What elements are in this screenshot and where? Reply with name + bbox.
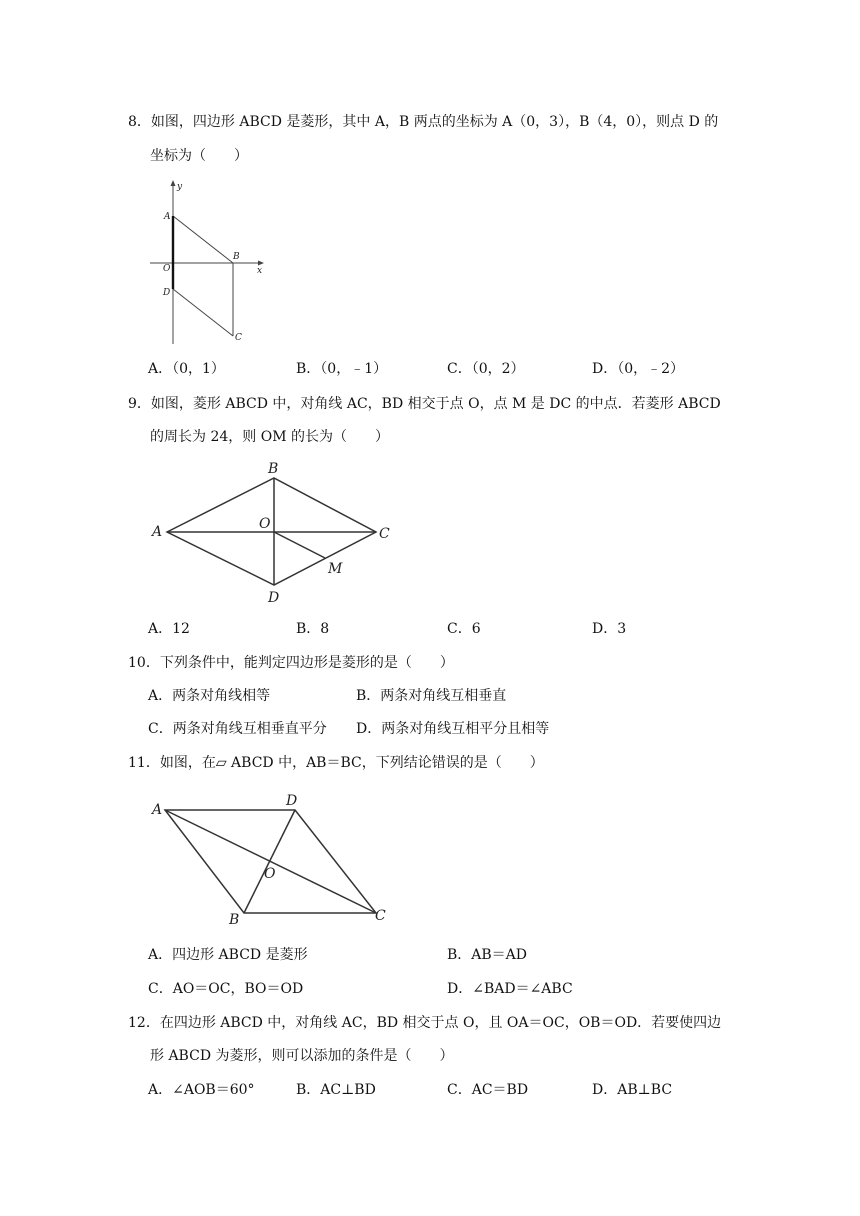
q8-option-d[interactable]: D．（0，﹣2）	[592, 361, 685, 377]
q9-label-m: M	[328, 561, 343, 577]
q8-option-c[interactable]: C．（0，2）	[447, 361, 525, 377]
q11-label-c: C	[375, 908, 386, 924]
y-axis-arrow	[171, 180, 176, 186]
q12-stem-line1: 12．在四边形 ABCD 中，对角线 AC，BD 相交于点 O，且 OA＝OC，OB＝OD．若要使四边	[128, 1015, 722, 1031]
q10-option-c[interactable]: C．两条对角线互相垂直平分	[148, 721, 327, 737]
q12-option-b[interactable]: B．AC⊥BD	[296, 1082, 376, 1098]
q11-label-d: D	[286, 793, 298, 809]
q12-option-d[interactable]: D．AB⊥BC	[592, 1082, 673, 1098]
q9-label-d: D	[268, 590, 280, 606]
side-cd	[173, 289, 233, 336]
q10-option-a[interactable]: A．两条对角线相等	[148, 688, 271, 704]
q9-label-c: C	[379, 526, 390, 542]
q8-option-a[interactable]: A．（0，1）	[148, 361, 225, 377]
q11-label-b: B	[229, 912, 240, 928]
x-axis-arrow	[258, 261, 264, 266]
q9-label-o: O	[259, 516, 271, 532]
q9-option-b[interactable]: B．8	[296, 621, 330, 637]
q12-option-a[interactable]: A．∠AOB＝60°	[148, 1082, 255, 1098]
q12-option-c[interactable]: C．AC＝BD	[447, 1082, 529, 1098]
q8-label-a: A	[164, 212, 171, 222]
q9-option-c[interactable]: C．6	[447, 621, 481, 637]
q11-figure	[150, 790, 395, 930]
q8-label-b: B	[233, 252, 240, 262]
q9-label-b: B	[268, 461, 279, 477]
q8-label-y: y	[177, 182, 183, 192]
q12-stem-line2: 形 ABCD 为菱形，则可以添加的条件是（ ）	[150, 1048, 454, 1064]
q9-option-d[interactable]: D．3	[592, 621, 627, 637]
q11-label-a: A	[152, 802, 163, 818]
diagonal-bd	[244, 810, 295, 913]
q11-label-o: O	[264, 866, 276, 882]
q11-option-c[interactable]: C．AO＝OC，BO＝OD	[148, 981, 304, 997]
q8-label-d: D	[163, 288, 171, 298]
q11-option-b[interactable]: B．AB＝AD	[447, 947, 528, 963]
diagonal-ac	[165, 810, 376, 913]
q8-label-o: O	[163, 264, 171, 274]
q8-stem-line2: 坐标为（ ）	[150, 148, 248, 164]
q8-label-c: C	[235, 333, 242, 343]
side-ab	[173, 216, 233, 263]
q8-label-x: x	[257, 266, 263, 276]
q10-stem: 10．下列条件中，能判定四边形是菱形的是（ ）	[128, 655, 454, 671]
q10-option-b[interactable]: B．两条对角线互相垂直	[356, 688, 507, 704]
q8-option-b[interactable]: B．（0，﹣1）	[296, 361, 388, 377]
q9-label-a: A	[152, 524, 163, 540]
q8-figure	[140, 176, 280, 348]
q9-figure	[150, 458, 400, 608]
q11-stem: 11．如图，在▱ ABCD 中，AB＝BC，下列结论错误的是（ ）	[128, 755, 544, 771]
q11-option-a[interactable]: A．四边形 ABCD 是菱形	[148, 947, 308, 963]
q9-option-a[interactable]: A．12	[148, 621, 190, 637]
q9-stem-line2: 的周长为 24，则 OM 的长为（ ）	[150, 429, 389, 445]
q11-option-d[interactable]: D．∠BAD＝∠ABC	[447, 981, 573, 997]
q10-option-d[interactable]: D．两条对角线互相平分且相等	[356, 721, 550, 737]
segment-om	[274, 532, 325, 558]
q8-stem-line1: 8．如图，四边形 ABCD 是菱形，其中 A，B 两点的坐标为 A（0，3），B（4，0），则点 D 的	[128, 114, 719, 130]
q9-stem-line1: 9．如图，菱形 ABCD 中，对角线 AC，BD 相交于点 O，点 M 是 DC 的中点．若菱形 ABCD	[128, 396, 721, 412]
